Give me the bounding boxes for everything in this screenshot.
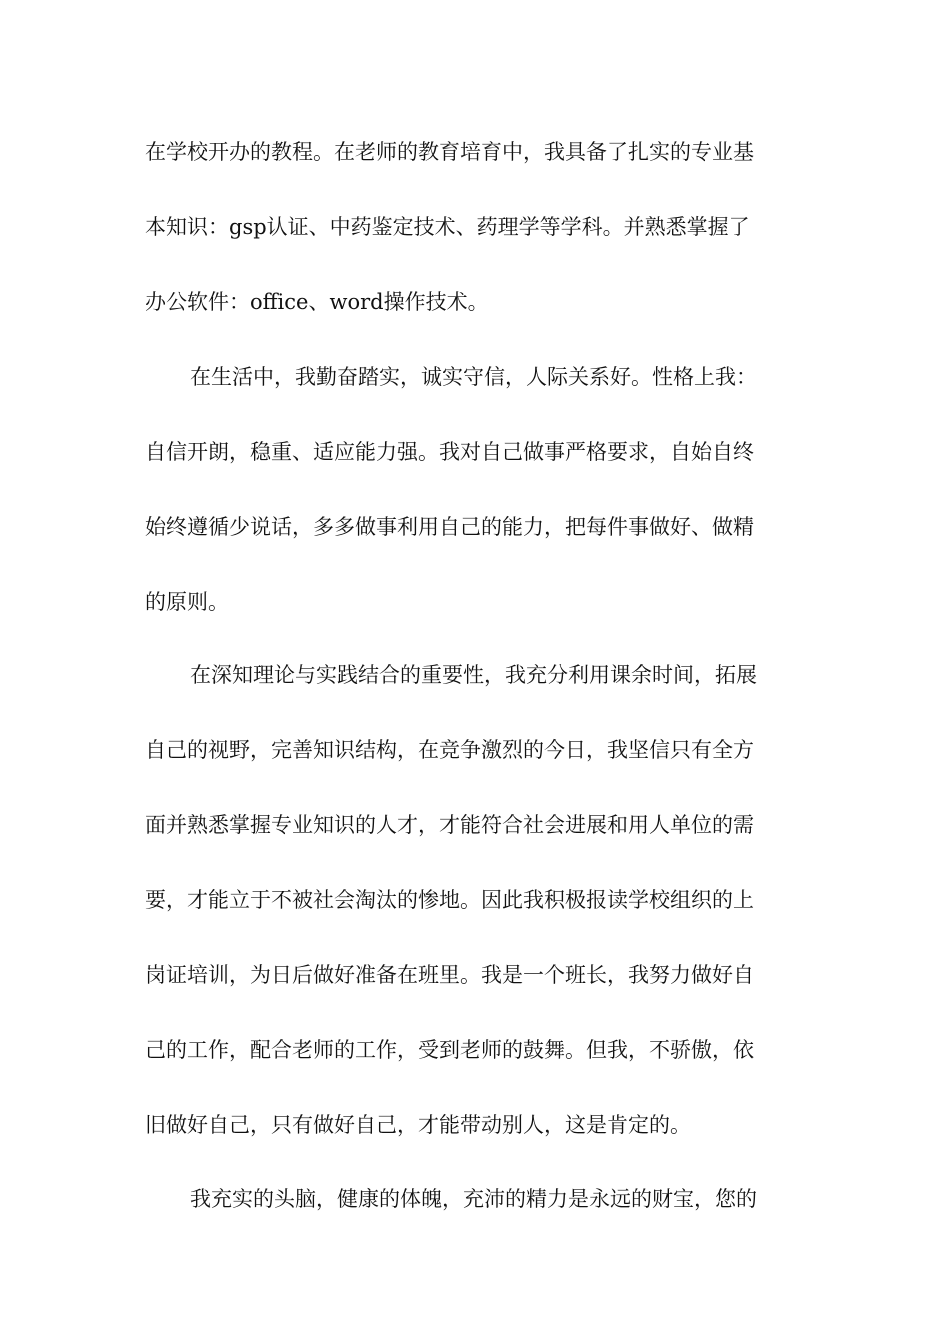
text-line-13: 己的工作，配合老师的工作，受到老师的鼓舞。但我，不骄傲，依 [145,1038,754,1062]
text-line-1: 在学校开办的教程。在老师的教育培育中，我具备了扎实的专业基 [145,140,754,164]
text-line-9: 自己的视野，完善知识结构，在竞争激烈的今日，我坚信只有全方 [145,738,754,762]
text-line-3: 办公软件：office、word操作技术。 [145,290,489,314]
text-line-15: 我充实的头脑，健康的体魄，充沛的精力是永远的财宝，您的 [190,1187,757,1211]
text-line-14: 旧做好自己，只有做好自己，才能带动别人，这是肯定的。 [145,1113,691,1137]
text-line-2: 本知识：gsp认证、中药鉴定技术、药理学等学科。并熟悉掌握了 [145,215,750,239]
text-line-12: 岗证培训，为日后做好准备在班里。我是一个班长，我努力做好自 [145,963,754,987]
text-line-5: 自信开朗，稳重、适应能力强。我对自己做事严格要求，自始自终 [145,440,754,464]
text-line-8: 在深知理论与实践结合的重要性，我充分利用课余时间，拓展 [190,663,757,687]
text-line-6: 始终遵循少说话，多多做事利用自己的能力，把每件事做好、做精 [145,515,754,539]
text-line-7: 的原则。 [145,590,229,614]
text-line-4: 在生活中，我勤奋踏实，诚实守信，人际关系好。性格上我： [190,365,757,389]
text-line-10: 面并熟悉掌握专业知识的人才，才能符合社会进展和用人单位的需 [145,813,754,837]
text-line-11: 要，才能立于不被社会淘汰的惨地。因此我积极报读学校组织的上 [145,888,754,912]
